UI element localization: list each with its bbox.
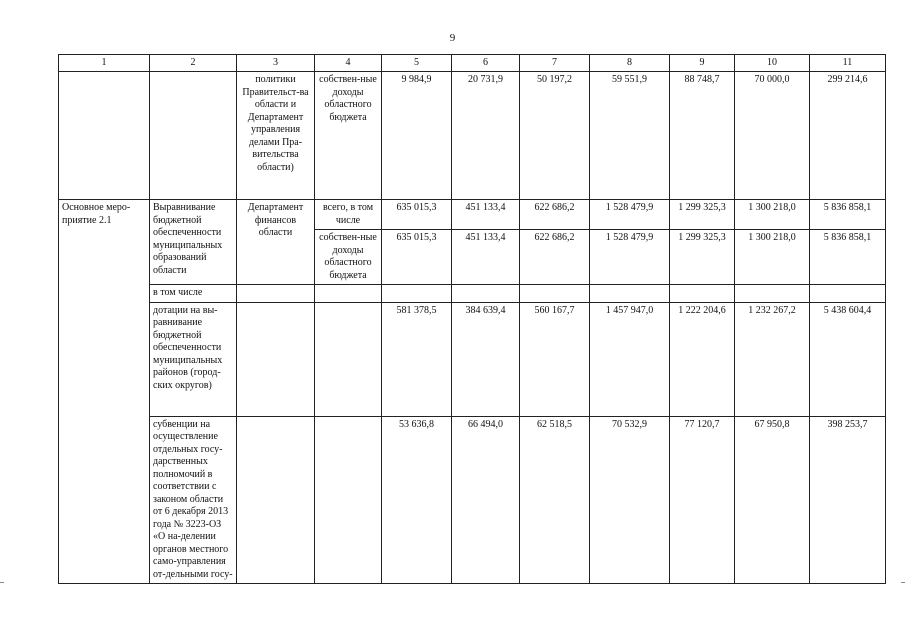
value-cell: 1 300 218,0 — [735, 230, 810, 285]
value-cell: 88 748,7 — [670, 72, 735, 200]
source-cell: всего, в том числе — [315, 200, 382, 230]
source-cell: собствен-ные доходы областного бюджета — [315, 72, 382, 200]
table-row — [59, 200, 886, 230]
value-cell: 62 518,5 — [520, 416, 590, 584]
cell-empty — [237, 302, 315, 416]
cell-empty — [670, 285, 735, 303]
value-cell: 560 167,7 — [520, 302, 590, 416]
budget-table — [58, 54, 886, 584]
value-cell: 635 015,3 — [382, 200, 452, 230]
table-row — [59, 416, 886, 584]
value-cell: 581 378,5 — [382, 302, 452, 416]
value-cell: 59 551,9 — [590, 72, 670, 200]
cell-empty — [315, 416, 382, 584]
value-cell: 53 636,8 — [382, 416, 452, 584]
cell-empty — [590, 285, 670, 303]
value-cell: 20 731,9 — [452, 72, 520, 200]
value-cell: 384 639,4 — [452, 302, 520, 416]
responsible-cell: Департамент финансов области — [237, 200, 315, 285]
source-cell: собствен-ные доходы областного бюджета — [315, 230, 382, 285]
subitem-cell: субвенции на осуществление отдельных госу-дарственных полномочий в соответствии с законом области от 6 декабря 2013 года № 3223-ОЗ «О на-делении органов местного само-управления от-дельными госу- — [150, 416, 237, 584]
cell-empty — [59, 72, 150, 200]
responsible-cell: политики Правительст-ва области и Департамент управления делами Пра-вительства области) — [237, 72, 315, 200]
header-cell: 8 — [590, 55, 670, 72]
value-cell: 9 984,9 — [382, 72, 452, 200]
table-row — [59, 302, 886, 416]
table-row — [59, 72, 886, 200]
value-cell: 1 222 204,6 — [670, 302, 735, 416]
value-cell: 1 299 325,3 — [670, 230, 735, 285]
value-cell: 1 232 267,2 — [735, 302, 810, 416]
scan-mark-right — [901, 582, 905, 583]
value-cell: 70 000,0 — [735, 72, 810, 200]
header-cell: 2 — [150, 55, 237, 72]
value-cell: 635 015,3 — [382, 230, 452, 285]
header-row — [59, 55, 886, 72]
value-cell: 299 214,6 — [810, 72, 886, 200]
cell-empty — [150, 72, 237, 200]
value-cell: 451 133,4 — [452, 230, 520, 285]
header-cell: 9 — [670, 55, 735, 72]
value-cell: 50 197,2 — [520, 72, 590, 200]
table-row — [59, 285, 886, 303]
value-cell: 67 950,8 — [735, 416, 810, 584]
value-cell: 5 836 858,1 — [810, 230, 886, 285]
page-number: 9 — [449, 32, 456, 44]
value-cell: 622 686,2 — [520, 200, 590, 230]
value-cell: 77 120,7 — [670, 416, 735, 584]
measure-title-cell: Выравнивание бюджетной обеспеченности муниципальных образований области — [150, 200, 237, 285]
value-cell: 66 494,0 — [452, 416, 520, 584]
cell-empty — [520, 285, 590, 303]
value-cell: 5 836 858,1 — [810, 200, 886, 230]
cell-empty — [810, 285, 886, 303]
header-cell: 1 — [59, 55, 150, 72]
value-cell: 1 528 479,9 — [590, 230, 670, 285]
cell-empty — [382, 285, 452, 303]
value-cell: 1 457 947,0 — [590, 302, 670, 416]
cell-empty — [315, 302, 382, 416]
header-cell: 7 — [520, 55, 590, 72]
header-cell: 3 — [237, 55, 315, 72]
value-cell: 1 299 325,3 — [670, 200, 735, 230]
header-cell: 4 — [315, 55, 382, 72]
cell-empty — [735, 285, 810, 303]
value-cell: 622 686,2 — [520, 230, 590, 285]
cell-empty — [452, 285, 520, 303]
value-cell: 451 133,4 — [452, 200, 520, 230]
header-cell: 10 — [735, 55, 810, 72]
value-cell: 398 253,7 — [810, 416, 886, 584]
cell-empty — [315, 285, 382, 303]
subitem-cell: дотации на вы-равнивание бюджетной обеспеченности муниципальных районов (город-ских округов) — [150, 302, 237, 416]
value-cell: 70 532,9 — [590, 416, 670, 584]
value-cell: 5 438 604,4 — [810, 302, 886, 416]
scan-mark-left — [0, 582, 4, 583]
including-label: в том числе — [150, 285, 237, 303]
header-cell: 5 — [382, 55, 452, 72]
value-cell: 1 300 218,0 — [735, 200, 810, 230]
measure-name-cell: Основное меро-приятие 2.1 — [59, 200, 150, 584]
header-cell: 11 — [810, 55, 886, 72]
cell-empty — [237, 416, 315, 584]
value-cell: 1 528 479,9 — [590, 200, 670, 230]
cell-empty — [237, 285, 315, 303]
header-cell: 6 — [452, 55, 520, 72]
